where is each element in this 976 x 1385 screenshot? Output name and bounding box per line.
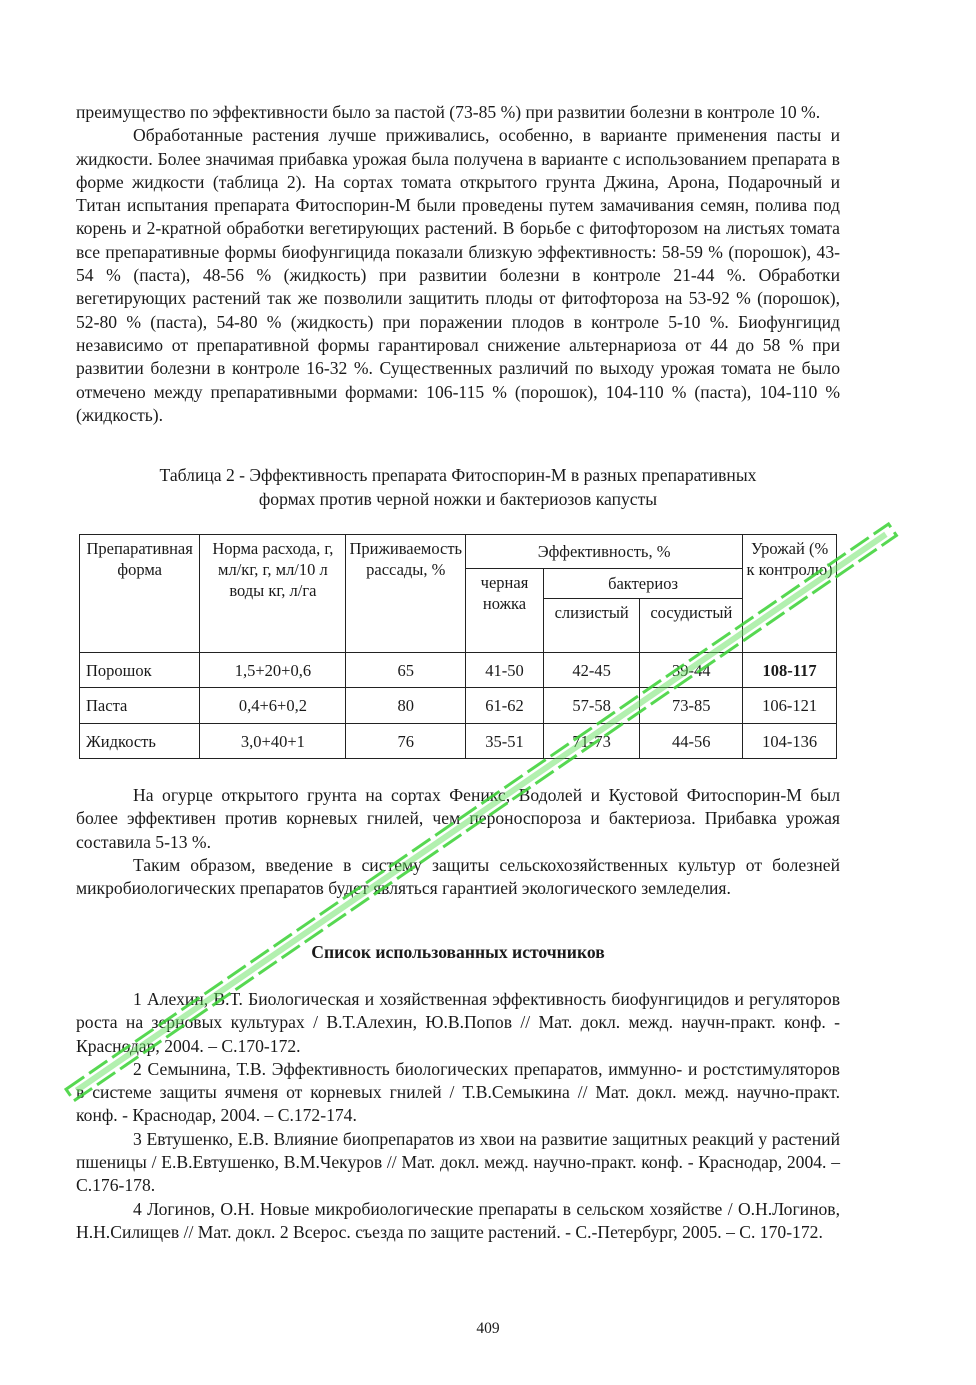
cell-yield: 108-117 bbox=[743, 653, 837, 688]
cell-norm: 3,0+40+1 bbox=[200, 724, 346, 759]
table-caption bbox=[76, 464, 840, 511]
cell-black-leg: 35-51 bbox=[466, 724, 544, 759]
cell-norm: 1,5+20+0,6 bbox=[200, 653, 346, 688]
cell-mucous: 42-45 bbox=[543, 653, 640, 688]
table-row bbox=[80, 724, 837, 759]
body-text-top bbox=[76, 101, 840, 427]
cell-yield: 104-136 bbox=[743, 724, 837, 759]
header-vascular: сосудистый bbox=[640, 599, 743, 653]
cell-black-leg: 61-62 bbox=[466, 688, 544, 724]
header-survival: Приживаемость рассады, % bbox=[346, 535, 466, 653]
reference-item: 1 Алехин, В.Т. Биологическая и хозяйственная эффективность биофунгицидов и регуляторов роста на зерновых культурах / В.Т.Алехин, Ю.В.Попов // Мат. докл. межд. научн-практ. конф. - Краснодар, 2004. – С.170-172. bbox=[76, 989, 840, 1056]
header-form: Препаративная форма bbox=[80, 535, 200, 653]
results-table bbox=[79, 534, 837, 759]
reference-item: 2 Семынина, Т.В. Эффективность биологических препаратов, иммунно- и ростстимуляторов в системе защиты ячменя от корневых гнилей / Т.В.Семыкина // Мат. докл. межд. научно-практ. конф. - Краснодар, 2004. – С.172-174. bbox=[76, 1058, 840, 1126]
paragraph-2: Обработанные растения лучше приживались, особенно, в варианте применения пасты и жидкости. Более значимая прибавка урожая была получена в варианте с использованием препарата в форме жидкости (таблица 2). На сортах томата открытого грунта Джина, Арона, Подарочный и Титан испытания препарата Фитоспорин-М были проведены путем замачивания семян, полива под корень и 2-кратной обработки вегетирующих растений. В борьбе с фитофторозом на листьях томата все препаративные формы биофунгицида показали близкую эффективность: 58-59 % (порошок), 43-54 % (паста), 48-56 % (жидкость) при развитии болезни в контроле 21-44 %. Обработки вегетирующих растений так же позволили защитить плоды от фитофтороза на 53-92 % (порошок), 52-80 % (паста), 54-80 % (жидкость) при поражении плодов в контроле 5-10 %. Биофунгицид независимо от препаративной формы гарантировал снижение альтернариоза от 44 до 58 % при развитии болезни в контроле 16-32 %. Существенных различий по выходу урожая томата не было отмечено между препаративными формами: 106-115 % (порошок), 104-110 % (паста), 104-110 % (жидкость). bbox=[76, 125, 840, 425]
cell-form: Паста bbox=[80, 688, 200, 724]
cell-vascular: 73-85 bbox=[640, 688, 743, 724]
table-row bbox=[80, 688, 837, 724]
reference-item: 3 Евтушенко, Е.В. Влияние биопрепаратов из хвои на развитие защитных реакций у растений пшеницы / Е.В.Евтушенко, В.М.Чекуров // Мат. докл. межд. научно-практ. конф. - Краснодар, 2004. – С.176-178. bbox=[76, 1128, 840, 1196]
paragraph-3: На огурце открытого грунта на сортах Феникс, Водолей и Кустовой Фитоспорин-М был более эффективен против корневых гнилей, чем пероноспороза и бактериоза. Прибавка урожая составила 5-13 %. bbox=[76, 785, 840, 852]
cell-survival: 65 bbox=[346, 653, 466, 688]
cell-survival: 80 bbox=[346, 688, 466, 724]
references-list bbox=[76, 988, 840, 1244]
header-efficiency: Эффективность, % bbox=[466, 535, 743, 569]
table-caption-line-1: Таблица 2 - Эффективность препарата Фитоспорин-М в разных препаративных bbox=[159, 465, 757, 485]
header-norm: Норма расхода, г, мл/кг, г, мл/10 л воды кг, л/га bbox=[200, 535, 346, 653]
header-bacteriosis: бактериоз bbox=[543, 569, 742, 599]
header-mucous: слизистый bbox=[543, 599, 640, 653]
cell-vascular: 39-44 bbox=[640, 653, 743, 688]
cell-black-leg: 41-50 bbox=[466, 653, 544, 688]
cell-survival: 76 bbox=[346, 724, 466, 759]
table-caption-line-2: формах против черной ножки и бактериозов капусты bbox=[258, 488, 658, 509]
references-title: Список использованных источников bbox=[311, 942, 605, 962]
cell-form: Порошок bbox=[80, 653, 200, 688]
cell-form: Жидкость bbox=[80, 724, 200, 759]
cell-norm: 0,4+6+0,2 bbox=[200, 688, 346, 724]
cell-yield: 106-121 bbox=[743, 688, 837, 724]
body-text-middle bbox=[76, 784, 840, 900]
table-row bbox=[80, 653, 837, 688]
header-black-leg: черная ножка bbox=[466, 569, 544, 653]
cell-mucous: 57-58 bbox=[543, 688, 640, 724]
paragraph-4: Таким образом, введение в систему защиты сельскохозяйственных культур от болезней микробиологических препаратов будет являться гарантией экологического земледелия. bbox=[76, 854, 840, 899]
page-number: 409 bbox=[476, 1320, 500, 1337]
cell-mucous: 71-73 bbox=[543, 724, 640, 759]
paragraph-1: преимущество по эффективности было за пастой (73-85 %) при развитии болезни в контроле 10 %. bbox=[76, 102, 821, 122]
reference-item: 4 Логинов, О.Н. Новые микробиологические препараты в сельском хозяйстве / О.Н.Логинов, Н.Н.Силищев // Мат. докл. 2 Всерос. съезда по защите растений. - С.-Петербург, 2005. – С. 170-172. bbox=[76, 1198, 840, 1242]
cell-vascular: 44-56 bbox=[640, 724, 743, 759]
header-yield: Урожай (% к контролю) bbox=[743, 535, 837, 653]
